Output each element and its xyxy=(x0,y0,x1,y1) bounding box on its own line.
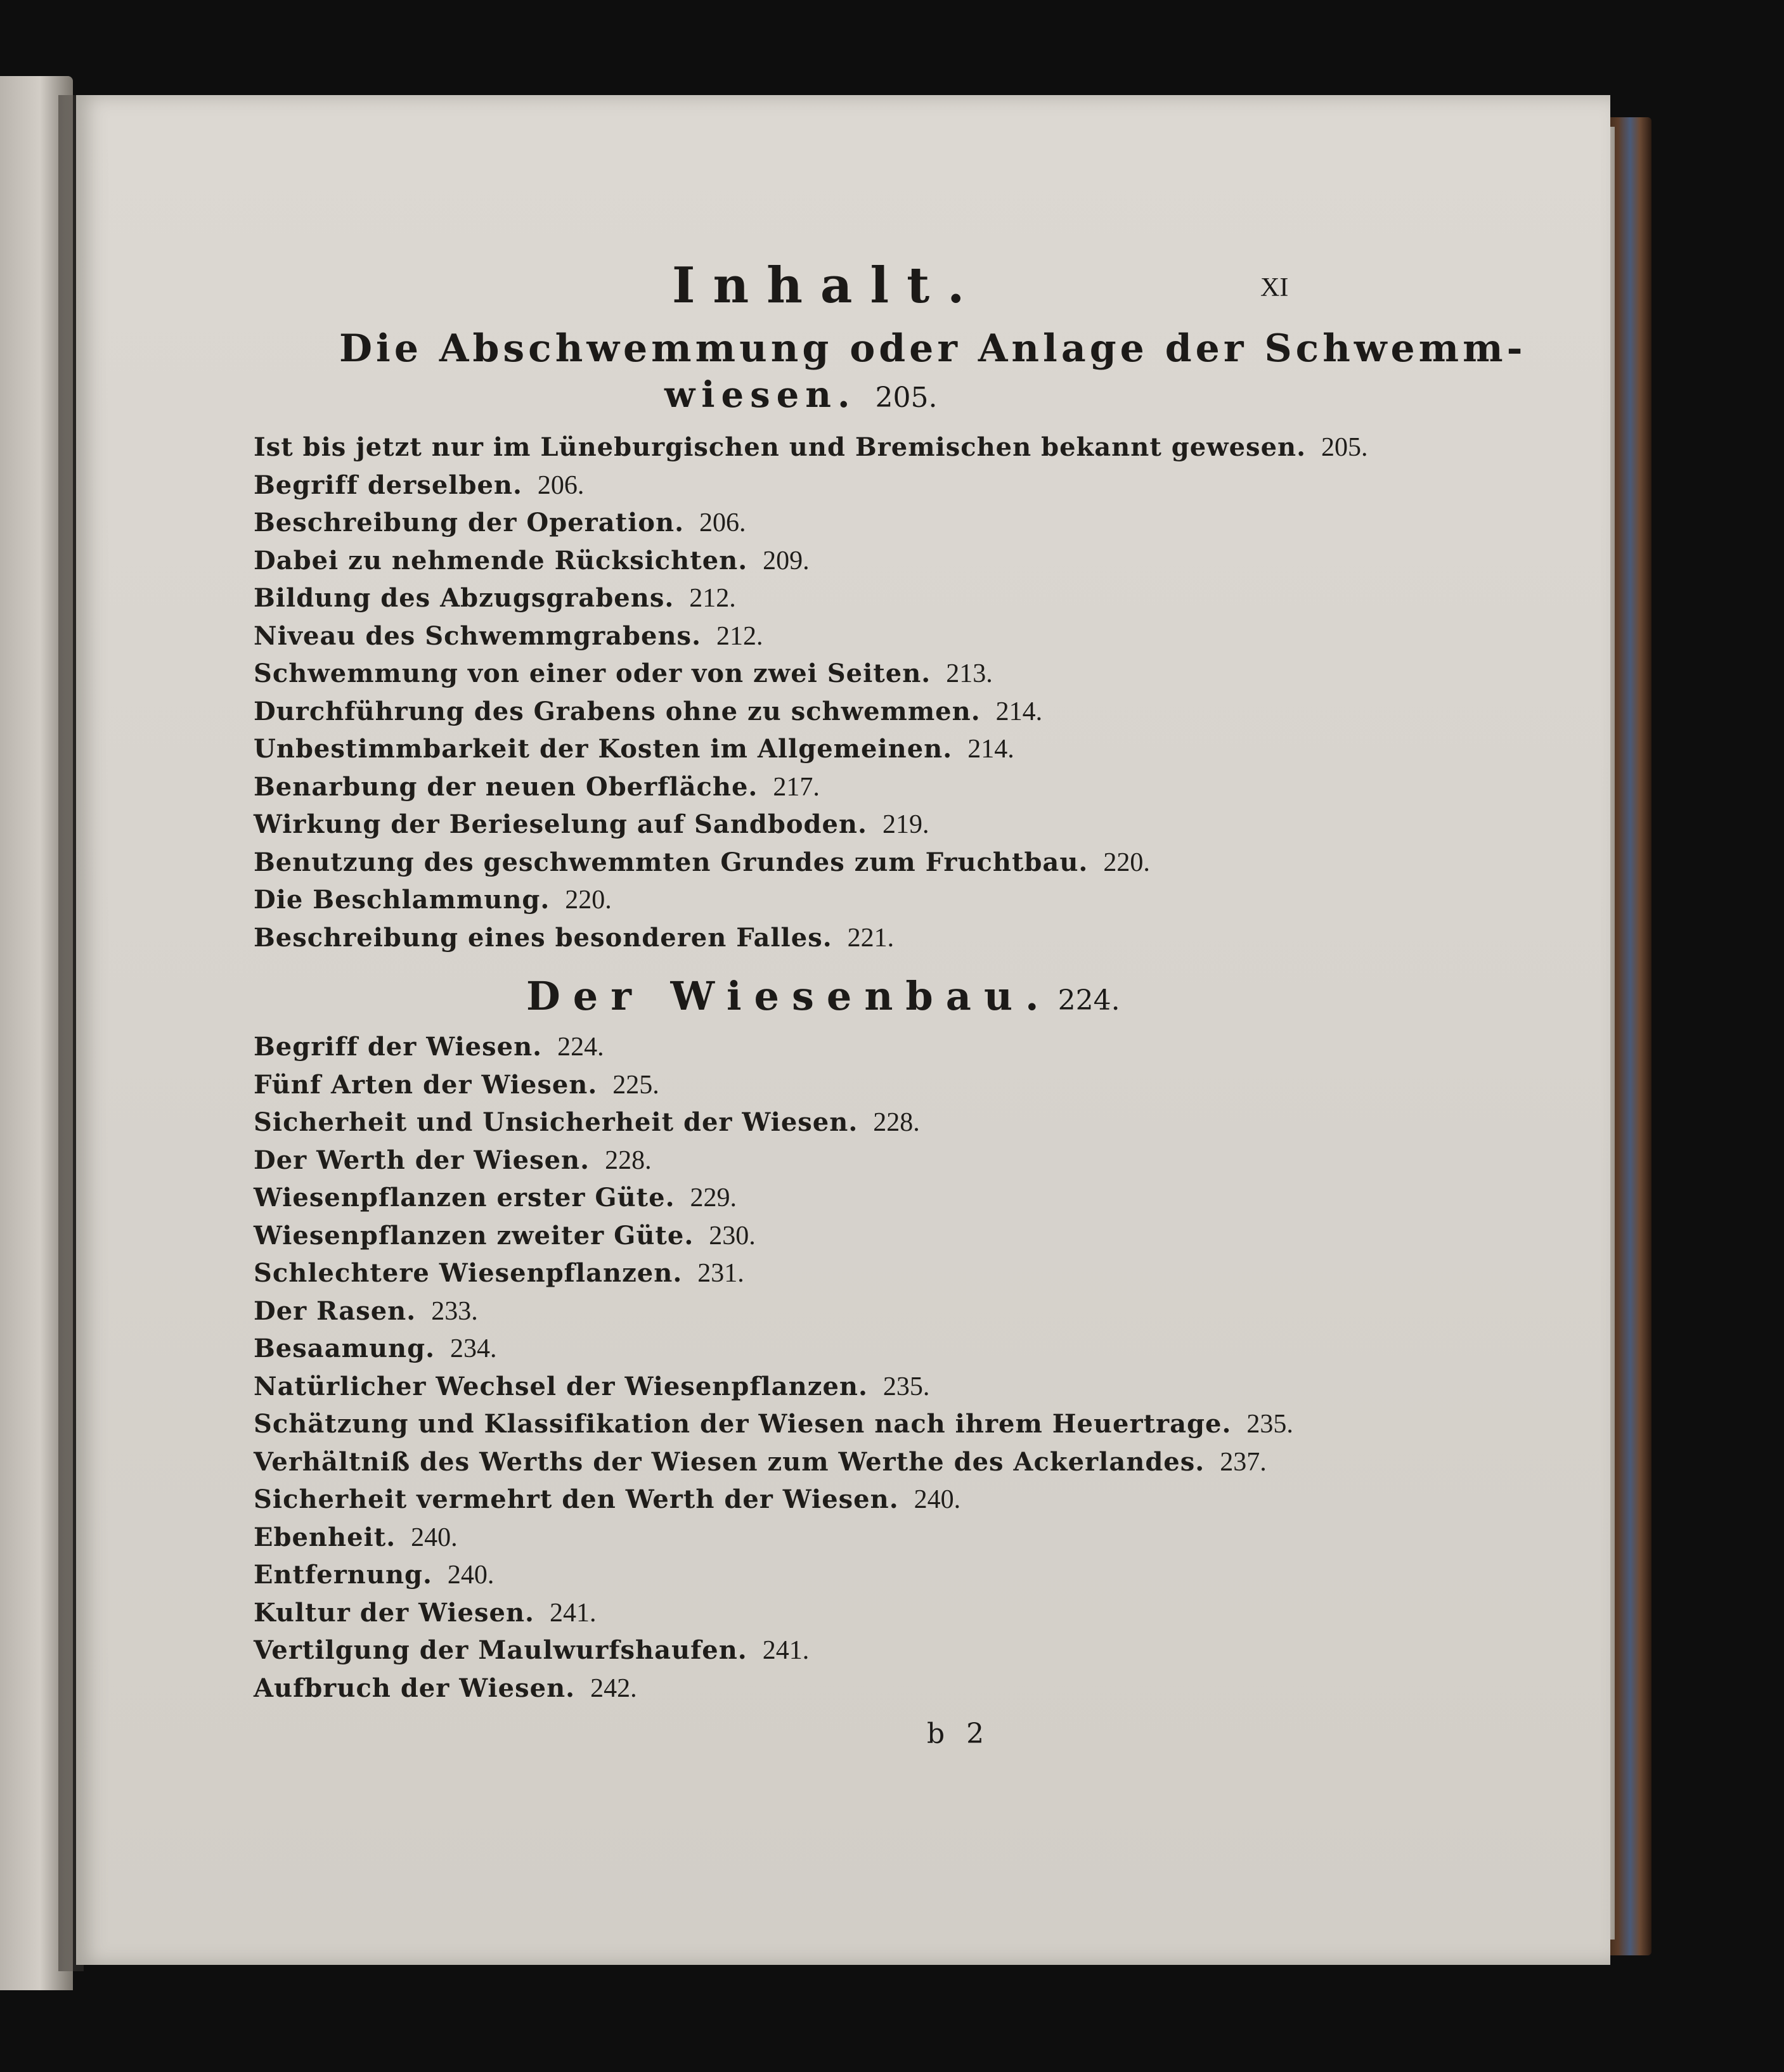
toc-entry-text: Fünf Arten der Wiesen. xyxy=(254,1069,598,1100)
toc-entry-text: Benarbung der neuen Oberfläche. xyxy=(254,771,758,802)
toc-entry-text: Schwemmung von einer oder von zwei Seiten. xyxy=(254,659,931,688)
toc-entry-text: Der Rasen. xyxy=(254,1296,417,1326)
toc-entry xyxy=(254,1443,1293,1481)
toc-entry-page: 214. xyxy=(995,697,1043,726)
section-page-ref: 224. xyxy=(1057,984,1120,1017)
toc-entry-page: 212. xyxy=(689,584,736,613)
toc-entry-page: 242. xyxy=(590,1673,637,1703)
toc-entry-text: Sicherheit und Unsicherheit der Wiesen. xyxy=(254,1107,858,1137)
toc-entry-page: 234. xyxy=(450,1334,497,1363)
toc-entry xyxy=(254,1292,1293,1330)
section-title-abschwemmung-cont xyxy=(664,374,937,416)
toc-entry xyxy=(254,1330,1293,1368)
toc-entry xyxy=(254,919,1368,957)
toc-entry-page: 233. xyxy=(431,1296,478,1326)
toc-entry-page: 206. xyxy=(537,470,585,500)
toc-list-abschwemmung xyxy=(254,428,1368,956)
toc-entry-page: 225. xyxy=(612,1070,659,1100)
toc-entry xyxy=(254,1556,1293,1594)
toc-entry-text: Sicherheit vermehrt den Werth der Wiesen. xyxy=(254,1484,899,1514)
toc-entry xyxy=(254,768,1368,806)
toc-entry-page: 213. xyxy=(946,659,993,688)
toc-entry-page: 212. xyxy=(716,621,763,651)
toc-entry-page: 205. xyxy=(1321,433,1368,462)
toc-entry-text: Unbestimmbarkeit der Kosten im Allgemeinen. xyxy=(254,734,953,764)
toc-entry-page: 214. xyxy=(967,735,1014,764)
toc-entry-page: 229. xyxy=(690,1183,737,1213)
toc-entry-page: 240. xyxy=(914,1485,961,1514)
toc-entry-text: Bildung des Abzugsgrabens. xyxy=(254,583,675,613)
toc-entry-text: Aufbruch der Wiesen. xyxy=(254,1673,576,1703)
signature-mark: b 2 xyxy=(927,1718,991,1750)
toc-entry xyxy=(254,730,1368,768)
toc-entry-page: 241. xyxy=(762,1636,810,1665)
toc-entry xyxy=(254,1631,1293,1670)
toc-entry xyxy=(254,1142,1293,1180)
toc-entry-text: Durchführung des Grabens ohne zu schwemmen. xyxy=(254,696,981,726)
toc-entry-page: 230. xyxy=(709,1221,756,1251)
toc-entry xyxy=(254,617,1368,655)
toc-entry-page: 235. xyxy=(1246,1410,1293,1439)
toc-entry-text: Der Werth der Wiesen. xyxy=(254,1145,590,1175)
toc-entry-page: 241. xyxy=(549,1598,597,1628)
toc-entry-text: Wirkung der Berieselung auf Sandboden. xyxy=(254,809,867,839)
toc-entry-page: 217. xyxy=(773,772,820,802)
toc-entry-text: Die Beschlammung. xyxy=(254,885,550,915)
toc-entry-text: Entfernung. xyxy=(254,1560,432,1590)
toc-entry-text: Beschreibung der Operation. xyxy=(254,508,684,537)
toc-entry-text: Ist bis jetzt nur im Lüneburgischen und Bremischen bekannt gewesen. xyxy=(254,432,1307,462)
section-title-wiesenbau xyxy=(526,973,1120,1019)
toc-entry xyxy=(254,1066,1293,1104)
section-title-abschwemmung: Die Abschwemmung oder Anlage der Schwemm- xyxy=(339,326,1527,371)
toc-entry-text: Wiesenpflanzen erster Güte. xyxy=(254,1183,675,1213)
toc-entry xyxy=(254,579,1368,617)
toc-entry xyxy=(254,1028,1293,1066)
section-title-text: Der Wiesenbau. xyxy=(526,973,1052,1019)
toc-entry-text: Vertilgung der Maulwurfshaufen. xyxy=(254,1635,747,1665)
toc-entry xyxy=(254,1217,1293,1255)
section-title-text: wiesen. xyxy=(664,374,856,416)
toc-entry xyxy=(254,1405,1293,1443)
toc-entry xyxy=(254,467,1368,505)
toc-entry xyxy=(254,504,1368,542)
toc-entry-text: Begriff der Wiesen. xyxy=(254,1032,543,1062)
toc-entry-text: Niveau des Schwemmgrabens. xyxy=(254,621,701,651)
toc-entry-text: Begriff derselben. xyxy=(254,470,522,500)
toc-entry xyxy=(254,1670,1293,1708)
running-head: Inhalt. xyxy=(672,257,983,314)
toc-entry-text: Natürlicher Wechsel der Wiesenpflanzen. xyxy=(254,1371,868,1401)
toc-entry-text: Schätzung und Klassifikation der Wiesen nach ihrem Heuertrage. xyxy=(254,1409,1232,1439)
toc-entry-page: 206. xyxy=(699,508,746,537)
toc-entry xyxy=(254,1481,1293,1519)
toc-entry xyxy=(254,1104,1293,1142)
toc-list-wiesenbau xyxy=(254,1028,1293,1707)
toc-entry-page: 220. xyxy=(565,885,612,915)
toc-entry xyxy=(254,542,1368,580)
toc-entry xyxy=(254,844,1368,882)
toc-entry-text: Kultur der Wiesen. xyxy=(254,1597,534,1628)
toc-entry-text: Schlechtere Wiesenpflanzen. xyxy=(254,1258,683,1288)
toc-entry xyxy=(254,693,1368,731)
toc-entry-page: 231. xyxy=(697,1259,744,1288)
toc-entry xyxy=(254,655,1368,693)
toc-entry xyxy=(254,428,1368,467)
toc-entry xyxy=(254,881,1368,919)
toc-entry xyxy=(254,1254,1293,1292)
toc-entry xyxy=(254,1368,1293,1406)
toc-entry-page: 209. xyxy=(763,546,810,576)
toc-entry-text: Benutzung des geschwemmten Grundes zum Fruchtbau. xyxy=(254,847,1089,877)
toc-entry xyxy=(254,1519,1293,1557)
toc-entry-page: 224. xyxy=(557,1033,604,1062)
toc-entry-text: Besaamung. xyxy=(254,1334,435,1363)
section-page-ref: 205. xyxy=(875,382,938,414)
toc-entry-page: 240. xyxy=(447,1560,494,1590)
toc-entry-page: 221. xyxy=(847,923,895,953)
toc-entry-text: Beschreibung eines besonderen Falles. xyxy=(254,922,832,953)
toc-entry-page: 220. xyxy=(1103,847,1150,877)
page-number: XI xyxy=(1260,273,1289,302)
toc-entry-page: 228. xyxy=(873,1108,920,1137)
toc-entry-page: 219. xyxy=(882,810,929,839)
toc-entry-page: 235. xyxy=(882,1372,930,1401)
toc-entry xyxy=(254,1179,1293,1217)
toc-entry-page: 228. xyxy=(605,1145,652,1175)
toc-entry-page: 240. xyxy=(411,1522,458,1552)
toc-entry-text: Dabei zu nehmende Rücksichten. xyxy=(254,545,748,576)
toc-entry xyxy=(254,1594,1293,1632)
toc-entry-text: Wiesenpflanzen zweiter Güte. xyxy=(254,1220,694,1251)
toc-entry xyxy=(254,806,1368,844)
toc-entry-text: Verhältniß des Werths der Wiesen zum Werthe des Ackerlandes. xyxy=(254,1446,1205,1477)
toc-entry-text: Ebenheit. xyxy=(254,1522,396,1552)
toc-entry-page: 237. xyxy=(1220,1447,1267,1477)
